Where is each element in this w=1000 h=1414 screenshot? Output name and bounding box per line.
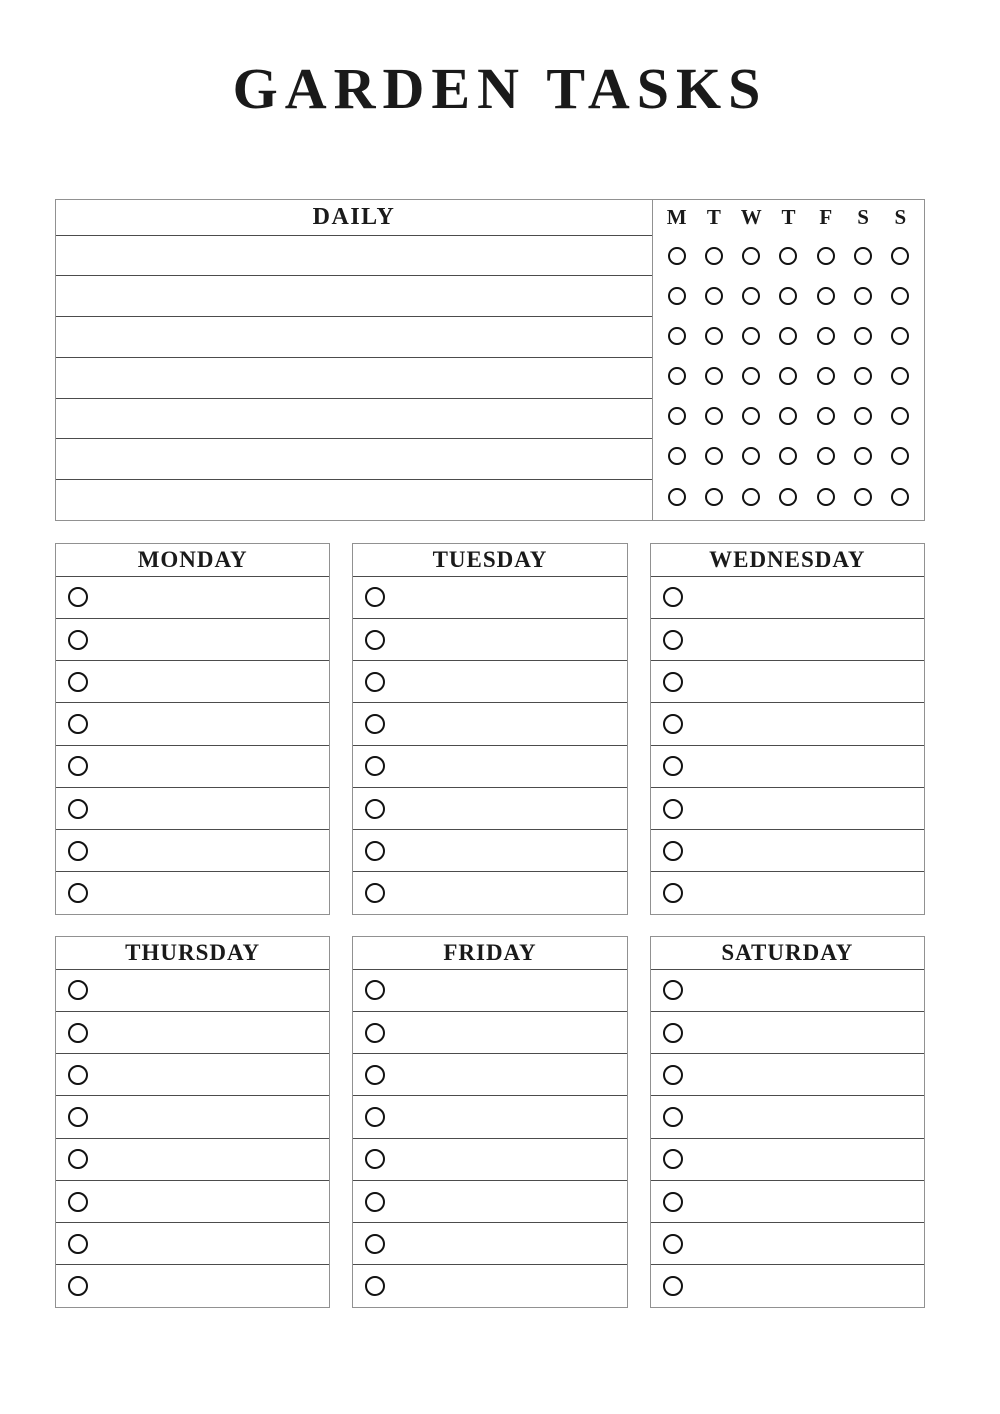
- task-check-circle[interactable]: [365, 883, 385, 903]
- daily-check-circle[interactable]: [742, 287, 760, 305]
- day-initial: T: [706, 205, 721, 230]
- daily-check-circle[interactable]: [668, 488, 686, 506]
- task-slot[interactable]: [651, 1096, 924, 1138]
- daily-check-circle[interactable]: [854, 327, 872, 345]
- task-check-circle[interactable]: [663, 630, 683, 650]
- task-check-circle[interactable]: [365, 1276, 385, 1296]
- task-check-circle[interactable]: [663, 756, 683, 776]
- page-content: [55, 199, 925, 1308]
- task-slot[interactable]: [353, 872, 626, 913]
- daily-task-rows: [56, 236, 652, 520]
- task-slot[interactable]: [353, 746, 626, 788]
- task-slot[interactable]: [651, 1223, 924, 1265]
- daily-task-column: [55, 199, 652, 521]
- day-box-monday: [55, 543, 330, 915]
- task-slot[interactable]: [56, 661, 329, 703]
- daily-check-circle[interactable]: [668, 407, 686, 425]
- task-slot[interactable]: [353, 1223, 626, 1265]
- day-box-title: MONDAY: [56, 544, 329, 577]
- daily-tracker-table: [55, 199, 925, 521]
- day-initial: T: [781, 205, 796, 230]
- task-check-circle[interactable]: [68, 1023, 88, 1043]
- daily-check-circle[interactable]: [705, 247, 723, 265]
- task-slot[interactable]: [56, 1265, 329, 1306]
- task-slot[interactable]: [651, 830, 924, 872]
- day-box-friday: [352, 936, 627, 1308]
- task-check-circle[interactable]: [68, 841, 88, 861]
- day-initial: M: [666, 205, 687, 230]
- day-box-saturday: [650, 936, 925, 1308]
- daily-check-circle[interactable]: [891, 367, 909, 385]
- day-box-title: TUESDAY: [353, 544, 626, 577]
- task-slot[interactable]: [56, 1223, 329, 1265]
- task-check-circle[interactable]: [68, 799, 88, 819]
- task-check-circle[interactable]: [365, 1149, 385, 1169]
- task-slot[interactable]: [353, 1054, 626, 1096]
- task-check-circle[interactable]: [68, 1107, 88, 1127]
- task-slot[interactable]: [56, 1012, 329, 1054]
- task-slot[interactable]: [353, 577, 626, 619]
- daily-check-circle[interactable]: [891, 407, 909, 425]
- task-check-circle[interactable]: [68, 587, 88, 607]
- daily-check-circle[interactable]: [817, 287, 835, 305]
- task-slot[interactable]: [56, 788, 329, 830]
- daily-check-circle[interactable]: [668, 247, 686, 265]
- task-slot[interactable]: [651, 1054, 924, 1096]
- daily-check-circle[interactable]: [742, 247, 760, 265]
- task-check-circle[interactable]: [68, 883, 88, 903]
- task-slot[interactable]: [651, 661, 924, 703]
- task-check-circle[interactable]: [365, 714, 385, 734]
- task-check-circle[interactable]: [365, 799, 385, 819]
- daily-task-line[interactable]: [56, 317, 652, 358]
- task-check-circle[interactable]: [68, 1065, 88, 1085]
- task-check-circle[interactable]: [365, 587, 385, 607]
- task-check-circle[interactable]: [663, 587, 683, 607]
- day-box-thursday: [55, 936, 330, 1308]
- day-box-slots: [56, 577, 329, 914]
- task-slot[interactable]: [353, 1181, 626, 1223]
- task-slot[interactable]: [651, 746, 924, 788]
- daily-check-circle[interactable]: [668, 287, 686, 305]
- day-box-title: SATURDAY: [651, 937, 924, 970]
- task-check-circle[interactable]: [365, 1023, 385, 1043]
- daily-check-circle[interactable]: [817, 247, 835, 265]
- day-box-slots: [651, 577, 924, 914]
- task-check-circle[interactable]: [663, 841, 683, 861]
- task-slot[interactable]: [56, 703, 329, 745]
- task-slot[interactable]: [651, 1181, 924, 1223]
- task-slot[interactable]: [651, 619, 924, 661]
- day-initial: S: [857, 205, 869, 230]
- daily-check-circle[interactable]: [854, 247, 872, 265]
- daily-check-circle[interactable]: [817, 447, 835, 465]
- daily-task-line[interactable]: [56, 358, 652, 399]
- task-check-circle[interactable]: [68, 980, 88, 1000]
- task-check-circle[interactable]: [365, 630, 385, 650]
- daily-task-line[interactable]: [56, 399, 652, 440]
- day-box-title: FRIDAY: [353, 937, 626, 970]
- day-initial: W: [740, 205, 762, 230]
- task-check-circle[interactable]: [663, 1192, 683, 1212]
- task-slot[interactable]: [651, 872, 924, 913]
- daily-check-circle[interactable]: [705, 447, 723, 465]
- task-slot[interactable]: [353, 788, 626, 830]
- task-check-circle[interactable]: [663, 1023, 683, 1043]
- daily-check-circle[interactable]: [854, 407, 872, 425]
- daily-check-circle[interactable]: [854, 488, 872, 506]
- daily-check-circle[interactable]: [854, 287, 872, 305]
- task-check-circle[interactable]: [365, 1065, 385, 1085]
- task-slot[interactable]: [353, 1139, 626, 1181]
- daily-check-circle[interactable]: [705, 367, 723, 385]
- daily-check-circle[interactable]: [779, 287, 797, 305]
- daily-check-circle[interactable]: [668, 447, 686, 465]
- task-slot[interactable]: [56, 577, 329, 619]
- daily-check-circle[interactable]: [779, 447, 797, 465]
- daily-check-circle[interactable]: [779, 407, 797, 425]
- task-slot[interactable]: [353, 1096, 626, 1138]
- day-box-title: WEDNESDAY: [651, 544, 924, 577]
- daily-task-line[interactable]: [56, 276, 652, 317]
- task-check-circle[interactable]: [68, 714, 88, 734]
- task-check-circle[interactable]: [663, 883, 683, 903]
- task-slot[interactable]: [651, 970, 924, 1012]
- task-slot[interactable]: [56, 1096, 329, 1138]
- task-slot[interactable]: [56, 1054, 329, 1096]
- daily-check-circle[interactable]: [705, 327, 723, 345]
- daily-check-circle[interactable]: [779, 247, 797, 265]
- daily-check-circle[interactable]: [891, 287, 909, 305]
- task-slot[interactable]: [353, 830, 626, 872]
- day-box-wednesday: [650, 543, 925, 915]
- task-check-circle[interactable]: [68, 1149, 88, 1169]
- daily-task-line[interactable]: [56, 480, 652, 520]
- daily-check-circle[interactable]: [891, 247, 909, 265]
- daily-check-circle[interactable]: [817, 367, 835, 385]
- task-check-circle[interactable]: [663, 714, 683, 734]
- daily-check-circle[interactable]: [779, 327, 797, 345]
- task-check-circle[interactable]: [68, 756, 88, 776]
- daily-check-circle[interactable]: [705, 287, 723, 305]
- task-check-circle[interactable]: [68, 630, 88, 650]
- daily-check-circle[interactable]: [817, 488, 835, 506]
- day-initial: F: [819, 205, 833, 230]
- daily-check-circle[interactable]: [817, 327, 835, 345]
- weekday-check-panel: [652, 199, 925, 521]
- daily-task-line[interactable]: [56, 236, 652, 277]
- task-slot[interactable]: [353, 970, 626, 1012]
- task-slot[interactable]: [651, 703, 924, 745]
- task-check-circle[interactable]: [663, 1276, 683, 1296]
- daily-check-circle[interactable]: [891, 488, 909, 506]
- daily-check-circle[interactable]: [742, 367, 760, 385]
- daily-check-circle[interactable]: [891, 447, 909, 465]
- task-slot[interactable]: [56, 872, 329, 913]
- task-slot[interactable]: [56, 746, 329, 788]
- daily-check-circle[interactable]: [668, 367, 686, 385]
- task-check-circle[interactable]: [68, 1192, 88, 1212]
- task-slot[interactable]: [651, 788, 924, 830]
- daily-header: DAILY: [56, 200, 652, 236]
- daily-check-circle[interactable]: [668, 327, 686, 345]
- task-check-circle[interactable]: [365, 841, 385, 861]
- task-slot[interactable]: [353, 703, 626, 745]
- day-box-tuesday: [352, 543, 627, 915]
- task-slot[interactable]: [651, 1265, 924, 1306]
- task-slot[interactable]: [353, 1265, 626, 1306]
- daily-check-circle[interactable]: [854, 367, 872, 385]
- day-box-slots: [56, 970, 329, 1307]
- task-check-circle[interactable]: [663, 1234, 683, 1254]
- task-check-circle[interactable]: [68, 1234, 88, 1254]
- task-check-circle[interactable]: [68, 1276, 88, 1296]
- daily-check-circle[interactable]: [779, 488, 797, 506]
- task-slot[interactable]: [56, 1181, 329, 1223]
- day-box-title: THURSDAY: [56, 937, 329, 970]
- task-check-circle[interactable]: [663, 1107, 683, 1127]
- day-box-slots: [353, 577, 626, 914]
- daily-check-circle[interactable]: [742, 407, 760, 425]
- daily-check-circle[interactable]: [854, 447, 872, 465]
- task-check-circle[interactable]: [365, 980, 385, 1000]
- task-slot[interactable]: [353, 619, 626, 661]
- task-check-circle[interactable]: [663, 1149, 683, 1169]
- day-box-slots: [651, 970, 924, 1307]
- daily-check-circle[interactable]: [705, 407, 723, 425]
- task-check-circle[interactable]: [663, 1065, 683, 1085]
- daily-check-circle[interactable]: [817, 407, 835, 425]
- daily-check-circle[interactable]: [742, 488, 760, 506]
- weekday-boxes: [55, 543, 925, 1308]
- task-slot[interactable]: [56, 970, 329, 1012]
- task-check-circle[interactable]: [663, 980, 683, 1000]
- task-check-circle[interactable]: [365, 1192, 385, 1212]
- task-slot[interactable]: [56, 1139, 329, 1181]
- task-check-circle[interactable]: [68, 672, 88, 692]
- daily-check-circle[interactable]: [779, 367, 797, 385]
- task-slot[interactable]: [353, 661, 626, 703]
- page-title: GARDEN TASKS: [232, 56, 768, 121]
- task-check-circle[interactable]: [663, 799, 683, 819]
- task-check-circle[interactable]: [365, 1107, 385, 1127]
- day-box-slots: [353, 970, 626, 1307]
- task-slot[interactable]: [651, 1012, 924, 1054]
- task-check-circle[interactable]: [365, 756, 385, 776]
- task-slot[interactable]: [651, 1139, 924, 1181]
- daily-check-circle[interactable]: [891, 327, 909, 345]
- task-slot[interactable]: [56, 830, 329, 872]
- task-slot[interactable]: [353, 1012, 626, 1054]
- daily-check-circle[interactable]: [742, 327, 760, 345]
- task-slot[interactable]: [651, 577, 924, 619]
- task-check-circle[interactable]: [365, 672, 385, 692]
- day-initials-row: [653, 200, 924, 236]
- daily-check-circle[interactable]: [742, 447, 760, 465]
- check-circle-grid: [653, 236, 924, 520]
- daily-task-line[interactable]: [56, 439, 652, 480]
- daily-check-circle[interactable]: [705, 488, 723, 506]
- day-initial: S: [894, 205, 907, 230]
- task-slot[interactable]: [56, 619, 329, 661]
- task-check-circle[interactable]: [365, 1234, 385, 1254]
- task-check-circle[interactable]: [663, 672, 683, 692]
